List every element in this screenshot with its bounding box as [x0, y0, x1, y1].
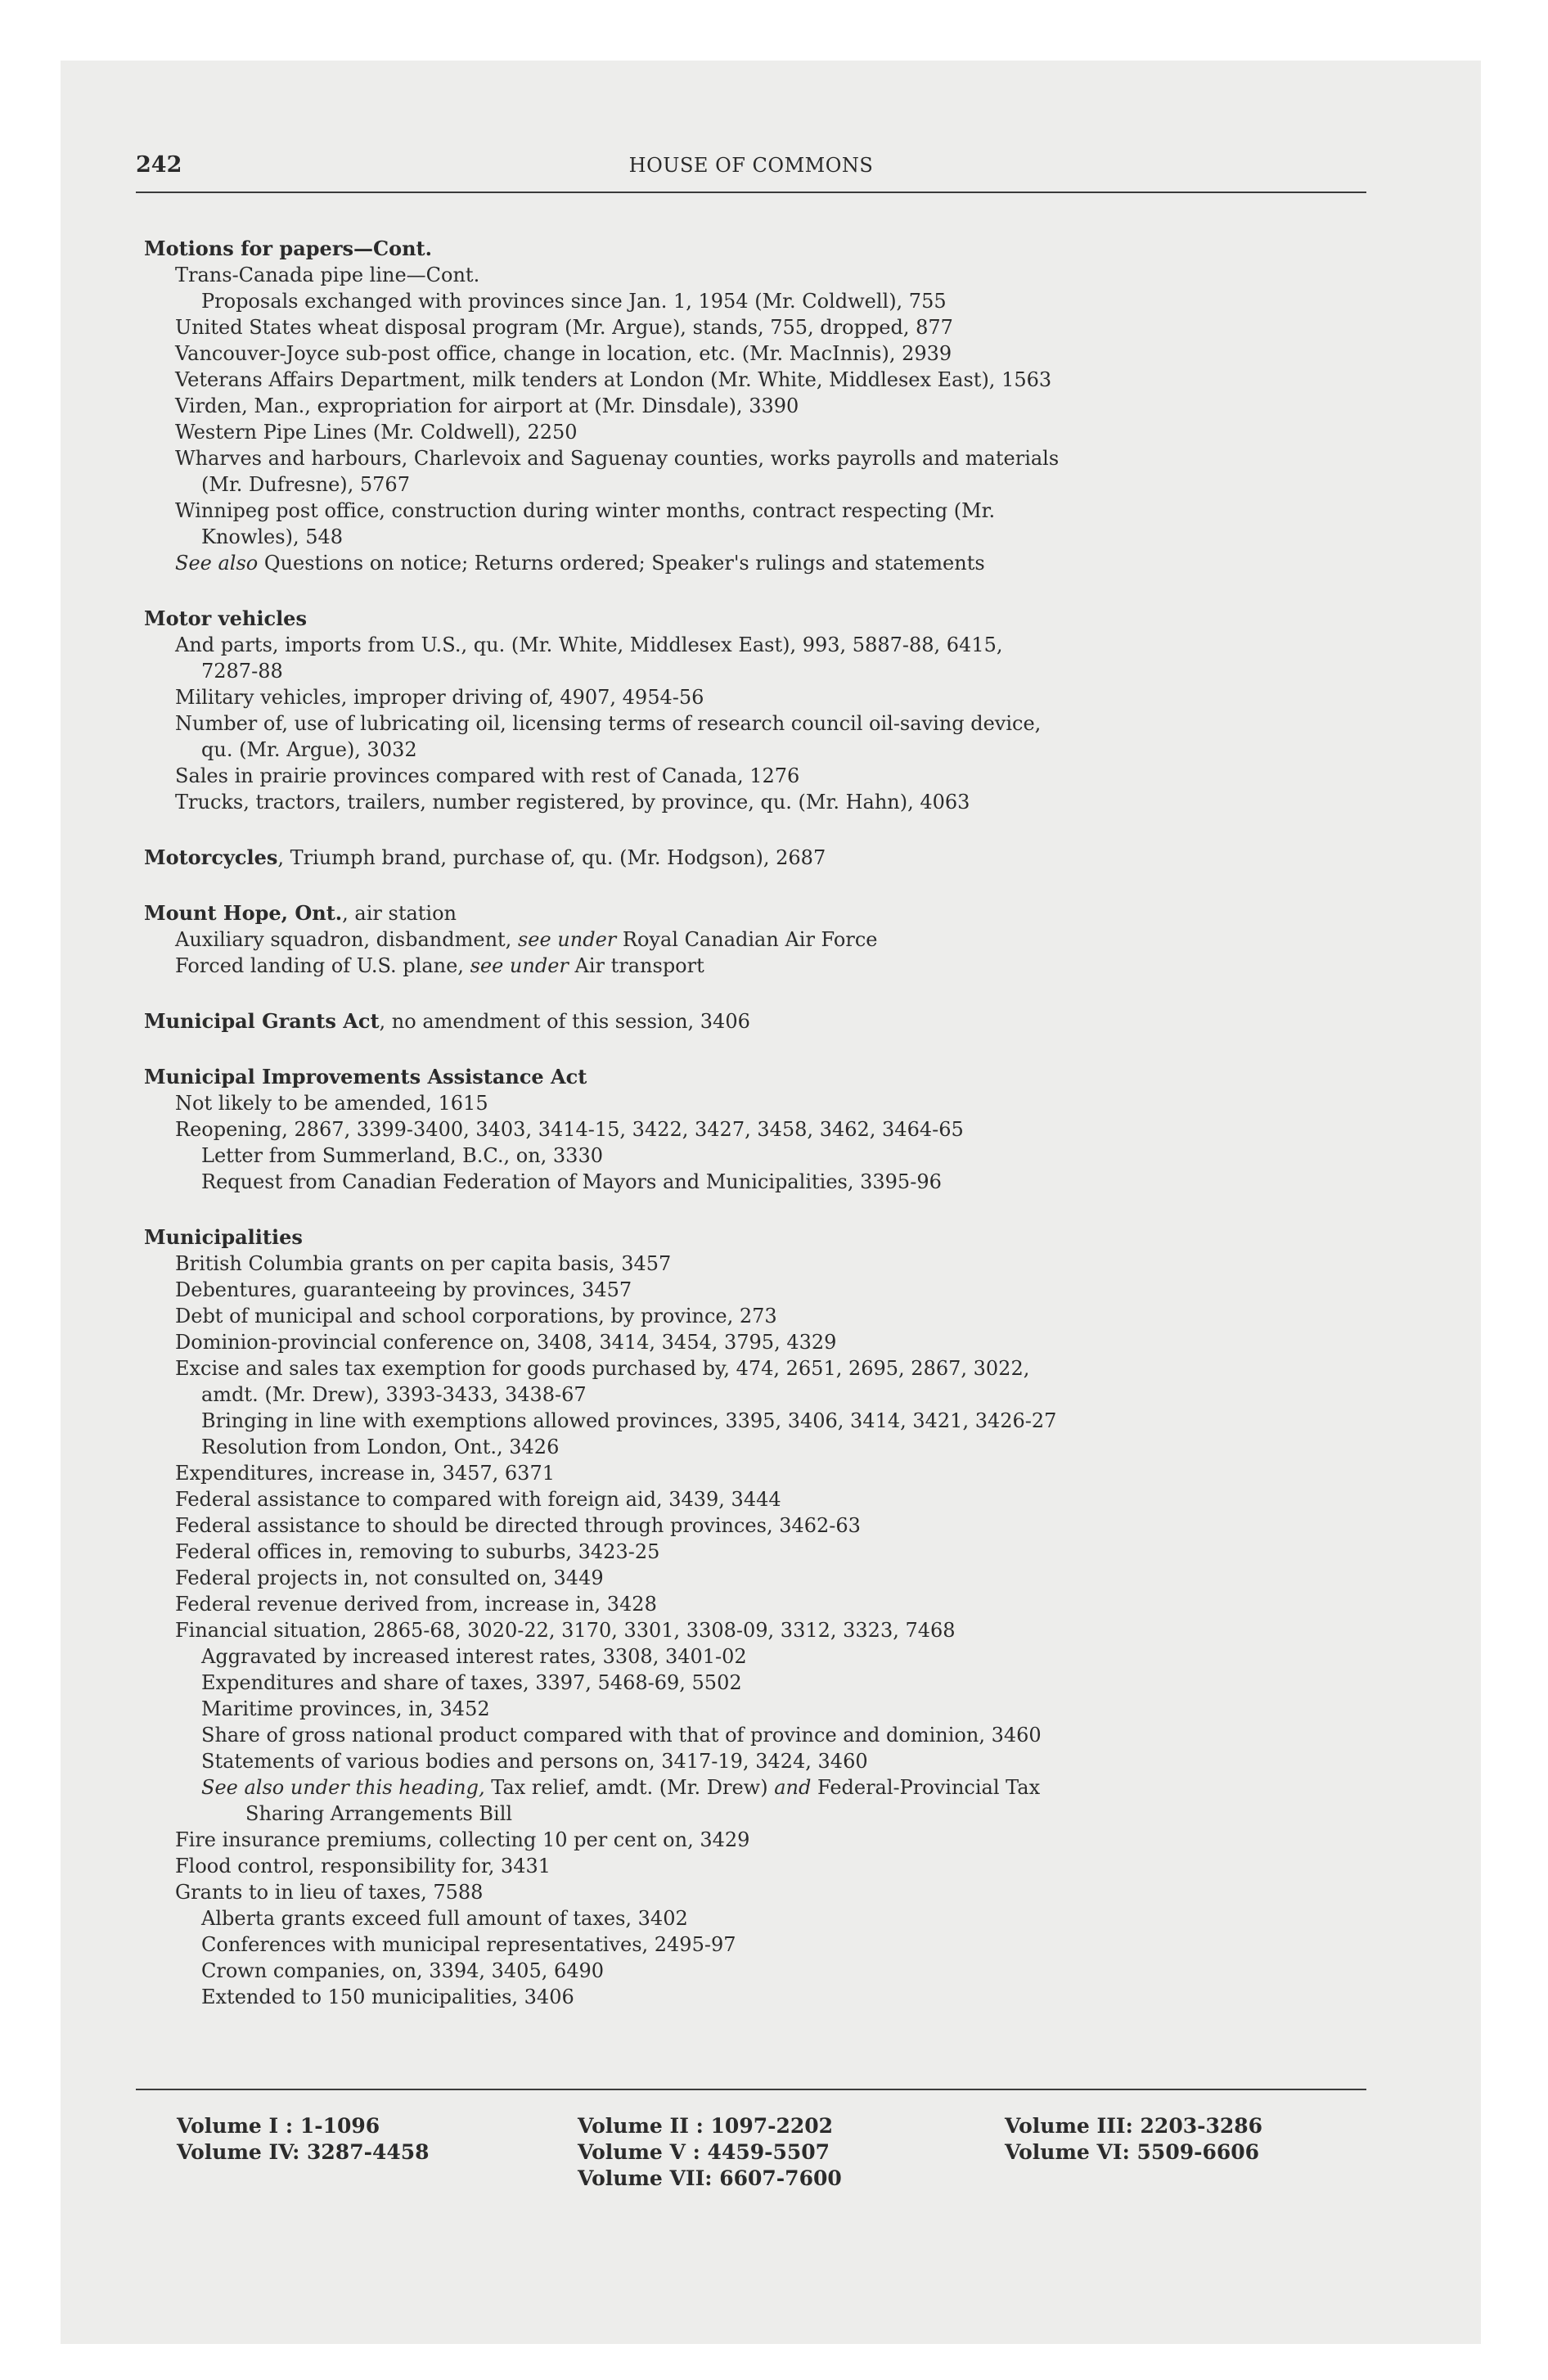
section-gap: [144, 979, 1371, 1008]
subentry: Dominion-provincial conference on, 3408, 3414, 3454, 3795, 4329: [175, 1331, 837, 1354]
subentry: Federal assistance to compared with foreign aid, 3439, 3444: [175, 1488, 781, 1511]
section-gap: [144, 1195, 1371, 1224]
sub-subentry: amdt. (Mr. Drew), 3393-3433, 3438-67: [201, 1383, 587, 1406]
volume-entry: Volume IV: 3287-4458: [177, 2140, 430, 2164]
subentry: Number of, use of lubricating oil, licensing terms of research council oil-saving device,: [175, 712, 1042, 735]
heading-text: , Triumph brand, purchase of, qu. (Mr. Hodgson), 2687: [277, 846, 826, 869]
subentry: Trans-Canada pipe line—Cont.: [175, 264, 480, 286]
subentry: Federal offices in, removing to suburbs, 3423-25: [175, 1540, 660, 1563]
sub-subentry: Extended to 150 municipalities, 3406: [201, 1986, 574, 2008]
sub-subentry: Knowles), 548: [201, 525, 344, 548]
sub-subentry: Proposals exchanged with provinces since Jan. 1, 1954 (Mr. Coldwell), 755: [201, 290, 947, 313]
cross-reference: [144, 1774, 1371, 1801]
subentry: Excise and sales tax exemption for goods purchased by, 474, 2651, 2695, 2867, 3022,: [175, 1357, 1030, 1380]
sub-subentry: Expenditures and share of taxes, 3397, 5468-69, 5502: [201, 1671, 742, 1694]
subentry: Financial situation, 2865-68, 3020-22, 3170, 3301, 3308-09, 3312, 3323, 7468: [175, 1619, 956, 1642]
sub-subentry: Maritime provinces, in, 3452: [201, 1697, 490, 1720]
heading-term: Municipal Grants Act: [144, 1009, 380, 1033]
sub-subentry: Conferences with municipal representatives, 2495-97: [201, 1933, 736, 1956]
subentry: Wharves and harbours, Charlevoix and Saguenay counties, works payrolls and materials: [175, 447, 1060, 470]
subentry: Winnipeg post office, construction during winter months, contract respecting (Mr.: [175, 499, 996, 522]
section-gap: [144, 815, 1371, 845]
see-label: see under: [517, 928, 617, 951]
page-number: 242: [136, 152, 182, 178]
sub-subentry: Aggravated by increased interest rates, 3308, 3401-02: [201, 1645, 747, 1668]
subentry: Debentures, guaranteeing by provinces, 3457: [175, 1278, 632, 1301]
volume-column-2: [578, 2113, 842, 2192]
page-title: HOUSE OF COMMONS: [628, 154, 874, 177]
heading-term: Mount Hope, Ont.: [144, 901, 343, 925]
sub-subentry: Share of gross national product compared with that of province and dominion, 3460: [201, 1724, 1042, 1747]
header-rule: [136, 192, 1366, 193]
subentry: Debt of municipal and school corporations, by province, 273: [175, 1305, 777, 1327]
subentry: Vancouver-Joyce sub-post office, change in location, etc. (Mr. MacInnis), 2939: [175, 342, 952, 365]
section-gap: [144, 1034, 1371, 1064]
subentry: Sales in prairie provinces compared with rest of Canada, 1276: [175, 764, 800, 787]
index-heading: [144, 900, 1371, 926]
sub-subentry: Letter from Summerland, B.C., on, 3330: [201, 1144, 603, 1167]
subentry: Fire insurance premiums, collecting 10 per cent on, 3429: [175, 1828, 750, 1851]
subentry: Western Pipe Lines (Mr. Coldwell), 2250: [175, 421, 578, 444]
subentry: And parts, imports from U.S., qu. (Mr. White, Middlesex East), 993, 5887-88, 6415,: [175, 633, 1003, 656]
reference-target: Royal Canadian Air Force: [616, 928, 878, 951]
volume-entry: Volume VI: 5509-6606: [1005, 2140, 1260, 2164]
subentry: Veterans Affairs Department, milk tenders at London (Mr. White, Middlesex East), 1563: [175, 368, 1052, 391]
subentry: Federal revenue derived from, increase in, 3428: [175, 1593, 657, 1616]
volume-column-1: [177, 2113, 430, 2166]
cross-reference: [144, 953, 1371, 979]
sub-subentry: Crown companies, on, 3394, 3405, 6490: [201, 1959, 605, 1982]
page-header: [136, 152, 1366, 188]
index-heading: Motor vehicles: [144, 606, 307, 630]
index-heading: Municipalities: [144, 1225, 303, 1249]
volume-entry: Volume II : 1097-2202: [578, 2114, 834, 2138]
subentry: Federal assistance to should be directed through provinces, 3462-63: [175, 1514, 861, 1537]
heading-text: , no amendment of this session, 3406: [379, 1010, 750, 1033]
page-sheet: [61, 61, 1481, 2344]
sub-subentry: (Mr. Dufresne), 5767: [201, 473, 410, 496]
index-body: [144, 236, 1371, 2010]
subentry: Trucks, tractors, trailers, number registered, by province, qu. (Mr. Hahn), 4063: [175, 791, 970, 814]
volume-entry: Volume I : 1-1096: [177, 2114, 380, 2138]
see-label: See also under this heading,: [201, 1776, 485, 1799]
sub-subentry: Resolution from London, Ont., 3426: [201, 1436, 560, 1458]
sub-subentry: qu. (Mr. Argue), 3032: [201, 738, 417, 761]
sub-subentry: Alberta grants exceed full amount of taxes, 3402: [201, 1907, 688, 1930]
section-gap: [144, 576, 1371, 606]
section-gap: [144, 871, 1371, 900]
sub-subentry: Request from Canadian Federation of Mayors and Municipalities, 3395-96: [201, 1170, 942, 1193]
subentry: Military vehicles, improper driving of, 4907, 4954-56: [175, 686, 704, 709]
see-label: see under: [470, 954, 569, 977]
volume-entry: Volume III: 2203-3286: [1005, 2114, 1263, 2138]
reference-target: Questions on notice; Returns ordered; Speaker's rulings and statements: [258, 552, 985, 575]
index-heading: Motions for papers—Cont.: [144, 237, 432, 260]
subentry: British Columbia grants on per capita basis, 3457: [175, 1252, 672, 1275]
subentry: Virden, Man., expropriation for airport at (Mr. Dinsdale), 3390: [175, 394, 799, 417]
heading-term: Motorcycles: [144, 845, 278, 869]
footer-rule: [136, 2089, 1366, 2090]
see-label: See also: [175, 552, 259, 575]
index-heading: [144, 1008, 1371, 1034]
subentry: Federal projects in, not consulted on, 3449: [175, 1566, 604, 1589]
cross-reference: [144, 926, 1371, 953]
subentry: Expenditures, increase in, 3457, 6371: [175, 1462, 555, 1485]
subentry: United States wheat disposal program (Mr. Argue), stands, 755, dropped, 877: [175, 316, 953, 339]
subentry: Reopening, 2867, 3399-3400, 3403, 3414-15, 3422, 3427, 3458, 3462, 3464-65: [175, 1118, 964, 1141]
volume-column-3: [1005, 2113, 1262, 2166]
subentry: Not likely to be amended, 1615: [175, 1092, 488, 1115]
reference-target: Federal-Provincial Tax: [811, 1776, 1041, 1799]
cross-reference: [144, 550, 1371, 576]
sub-subentry: Bringing in line with exemptions allowed provinces, 3395, 3406, 3414, 3421, 3426-27: [201, 1409, 1057, 1432]
subentry: Flood control, responsibility for, 3431: [175, 1855, 551, 1877]
reference-target: Tax relief, amdt. (Mr. Drew): [484, 1776, 775, 1799]
heading-text: , air station: [342, 902, 457, 925]
index-heading: [144, 845, 1371, 871]
subentry: Grants to in lieu of taxes, 7588: [175, 1881, 484, 1904]
reference-subject: Auxiliary squadron, disbandment,: [175, 928, 518, 951]
volume-entry: Volume V : 4459-5507: [578, 2140, 830, 2164]
continuation-line: Sharing Arrangements Bill: [245, 1802, 513, 1825]
and-label: and: [774, 1776, 812, 1799]
volume-entry: Volume VII: 6607-7600: [578, 2166, 842, 2190]
reference-subject: Forced landing of U.S. plane,: [175, 954, 470, 977]
reference-target: Air transport: [568, 954, 704, 977]
sub-subentry: Statements of various bodies and persons on, 3417-19, 3424, 3460: [201, 1750, 868, 1773]
index-heading: Municipal Improvements Assistance Act: [144, 1065, 587, 1089]
sub-subentry: 7287-88: [201, 660, 283, 683]
